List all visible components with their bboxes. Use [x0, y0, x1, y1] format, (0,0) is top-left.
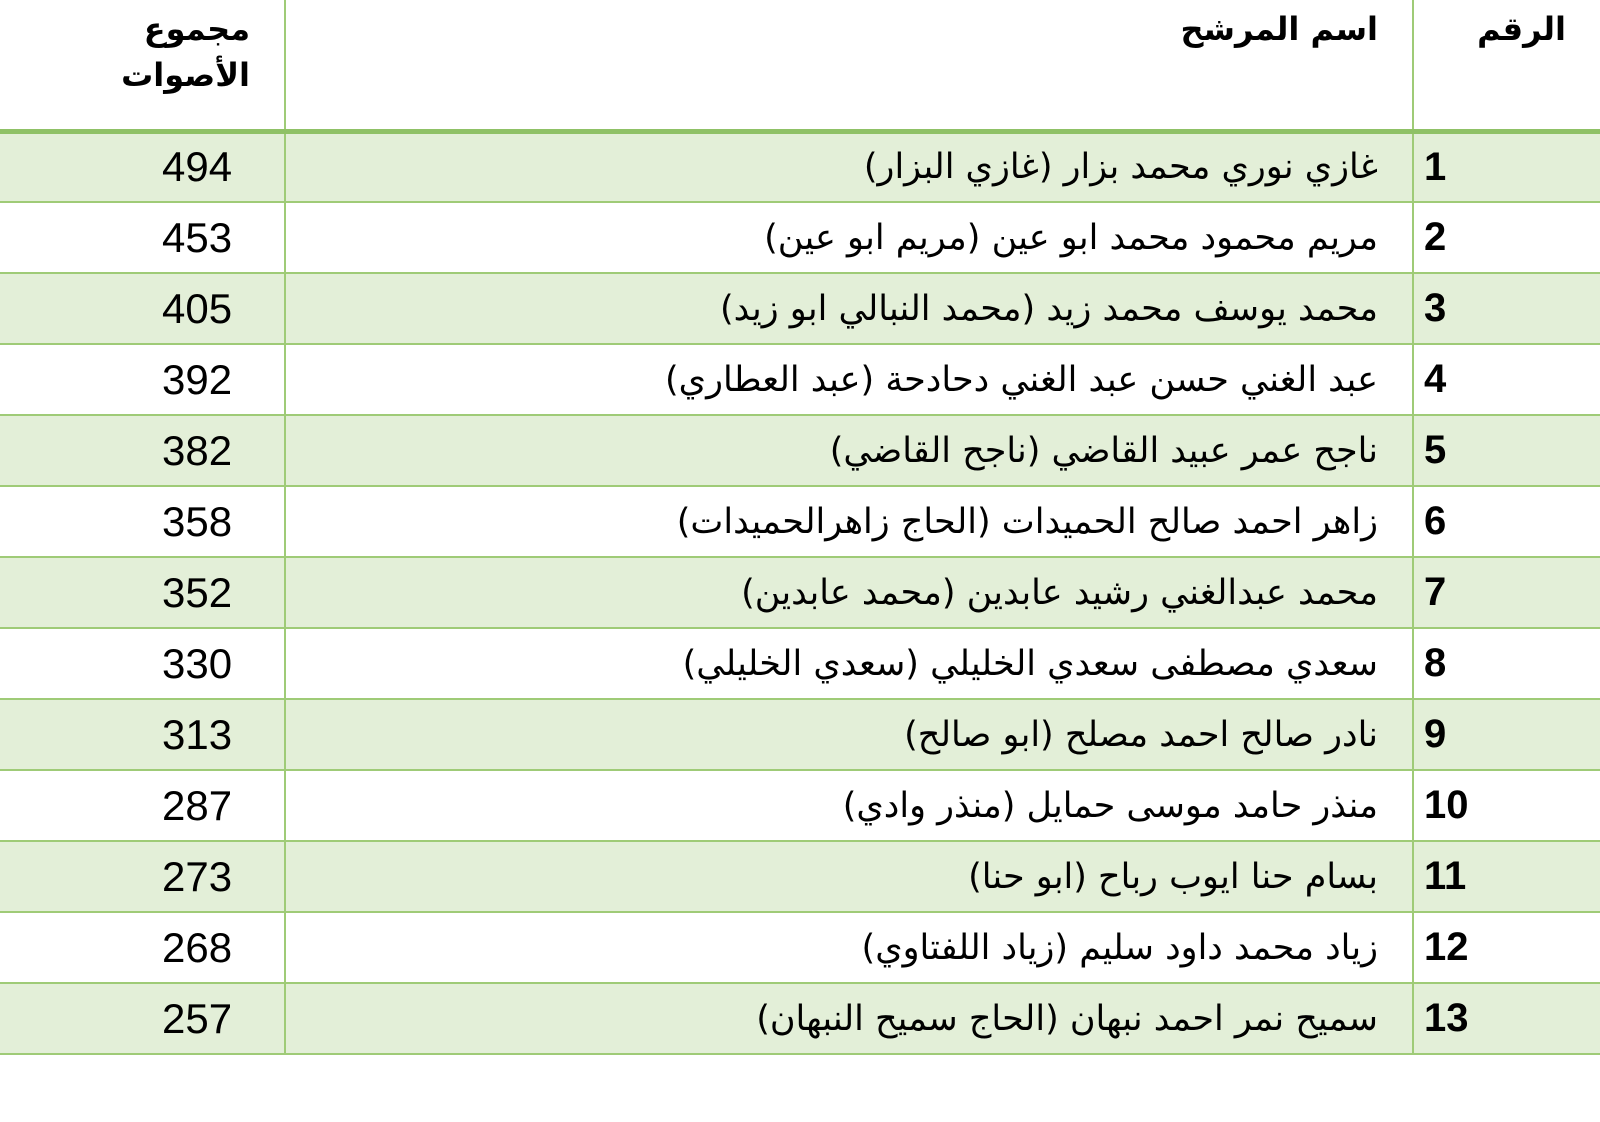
candidate-name: عبد الغني حسن عبد الغني دحادحة (عبد العطاري) — [285, 344, 1413, 415]
vote-count: 405 — [0, 273, 285, 344]
candidate-name: زياد محمد داود سليم (زياد اللفتاوي) — [285, 912, 1413, 983]
vote-count: 358 — [0, 486, 285, 557]
row-number: 10 — [1413, 770, 1600, 841]
candidate-name: غازي نوري محمد بزار (غازي البزار) — [285, 131, 1413, 202]
row-number: 1 — [1413, 131, 1600, 202]
vote-count: 273 — [0, 841, 285, 912]
table-row — [0, 557, 1600, 628]
candidate-name: زاهر احمد صالح الحميدات (الحاج زاهرالحميدات) — [285, 486, 1413, 557]
candidate-name: بسام حنا ايوب رباح (ابو حنا) — [285, 841, 1413, 912]
header-candidate-name: اسم المرشح — [285, 0, 1413, 131]
row-number: 4 — [1413, 344, 1600, 415]
header-total-votes — [0, 0, 285, 131]
vote-count: 382 — [0, 415, 285, 486]
vote-count: 257 — [0, 983, 285, 1054]
row-number: 8 — [1413, 628, 1600, 699]
row-number: 3 — [1413, 273, 1600, 344]
table-row — [0, 699, 1600, 770]
table-body — [0, 131, 1600, 1054]
row-number: 2 — [1413, 202, 1600, 273]
vote-count: 268 — [0, 912, 285, 983]
table-row — [0, 841, 1600, 912]
row-number: 11 — [1413, 841, 1600, 912]
vote-count: 313 — [0, 699, 285, 770]
vote-count: 453 — [0, 202, 285, 273]
candidate-name: نادر صالح احمد مصلح (ابو صالح) — [285, 699, 1413, 770]
row-number: 13 — [1413, 983, 1600, 1054]
table-row — [0, 131, 1600, 202]
vote-count: 392 — [0, 344, 285, 415]
row-number: 5 — [1413, 415, 1600, 486]
vote-count: 352 — [0, 557, 285, 628]
table-row — [0, 486, 1600, 557]
candidate-name: مريم محمود محمد ابو عين (مريم ابو عين) — [285, 202, 1413, 273]
table-row — [0, 202, 1600, 273]
vote-count: 287 — [0, 770, 285, 841]
candidate-name: ناجح عمر عبيد القاضي (ناجح القاضي) — [285, 415, 1413, 486]
header-row — [0, 0, 1600, 131]
table-header — [0, 0, 1600, 131]
row-number: 7 — [1413, 557, 1600, 628]
row-number: 12 — [1413, 912, 1600, 983]
table-row — [0, 912, 1600, 983]
candidate-name: محمد عبدالغني رشيد عابدين (محمد عابدين) — [285, 557, 1413, 628]
vote-count: 494 — [0, 131, 285, 202]
candidate-name: سميح نمر احمد نبهان (الحاج سميح النبهان) — [285, 983, 1413, 1054]
vote-count: 330 — [0, 628, 285, 699]
header-number: الرقم — [1413, 0, 1600, 131]
table-row — [0, 344, 1600, 415]
candidate-name: سعدي مصطفى سعدي الخليلي (سعدي الخليلي) — [285, 628, 1413, 699]
row-number: 9 — [1413, 699, 1600, 770]
table-row — [0, 770, 1600, 841]
header-total-votes-label: مجموع الأصوات — [121, 10, 250, 95]
table-row — [0, 415, 1600, 486]
table-row — [0, 983, 1600, 1054]
candidate-name: محمد يوسف محمد زيد (محمد النبالي ابو زيد) — [285, 273, 1413, 344]
row-number: 6 — [1413, 486, 1600, 557]
table-row — [0, 273, 1600, 344]
table-row — [0, 628, 1600, 699]
candidate-name: منذر حامد موسى حمايل (منذر وادي) — [285, 770, 1413, 841]
